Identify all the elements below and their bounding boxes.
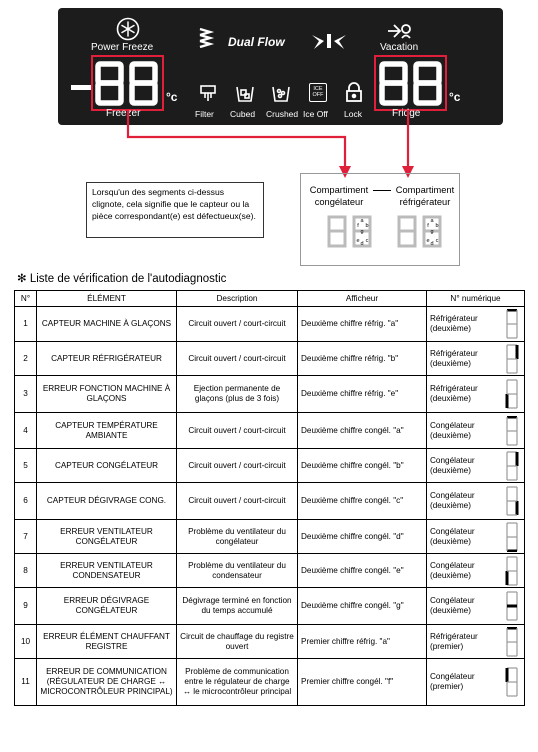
row-numeric-text: Réfrigérateur (deuxième): [430, 384, 478, 403]
row-display: Deuxième chiffre congél. "b": [298, 449, 427, 483]
row-description: Circuit ouvert / court-circuit: [177, 342, 298, 376]
row-number: 5: [15, 449, 37, 483]
row-number: 7: [15, 520, 37, 554]
row-numeric: [427, 483, 525, 520]
row-number: 3: [15, 376, 37, 413]
segment-digit-icon: [504, 667, 520, 697]
row-element: ERREUR DÉGIVRAGE CONGÉLATEUR: [37, 588, 177, 625]
segment-digit-icon: [504, 591, 520, 621]
fridge-compartment-label: [389, 184, 461, 208]
fridge-compartment-line2: réfrigérateur: [399, 197, 451, 207]
row-numeric-text: Congélateur (deuxième): [430, 526, 475, 546]
cubed-label[interactable]: Cubed: [230, 109, 256, 119]
segment-digit-icon: [504, 556, 520, 586]
seg-d-label: d: [360, 241, 364, 247]
row-display: Premier chiffre réfrig. "a": [298, 625, 427, 659]
col-header-display: Afficheur: [298, 291, 427, 307]
cubed-ice-icon: [234, 83, 256, 103]
row-numeric: [427, 659, 525, 706]
fridge-segment-diagram: [397, 214, 445, 250]
row-description: Circuit ouvert / court-circuit: [177, 413, 298, 449]
row-description: Circuit de chauffage du registre ouvert: [177, 625, 298, 659]
row-numeric-text: Congélateur (deuxième): [430, 560, 475, 580]
segment-digit-icon: [504, 486, 520, 516]
seg-e-label: e: [426, 238, 430, 244]
row-element: ERREUR VENTILATEUR CONGÉLATEUR: [37, 520, 177, 554]
row-display: Deuxième chiffre réfrig. "e": [298, 376, 427, 413]
row-element: ERREUR DE COMMUNICATION (RÉGULATEUR DE CHARGE ↔ MICROCONTRÔLEUR PRINCIPAL): [37, 659, 177, 706]
row-number: 8: [15, 554, 37, 588]
row-number: 9: [15, 588, 37, 625]
row-numeric: [427, 413, 525, 449]
row-numeric: [427, 554, 525, 588]
row-description: Problème du ventilateur du condensateur: [177, 554, 298, 588]
row-number: 10: [15, 625, 37, 659]
row-description: Circuit ouvert / court-circuit: [177, 449, 298, 483]
seg-b-label: b: [435, 223, 439, 229]
control-panel: [58, 8, 503, 125]
seg-d-label: d: [430, 241, 434, 247]
crushed-label[interactable]: Crushed: [266, 109, 299, 119]
fridge-unit: °c: [449, 90, 461, 104]
freezer-compartment-line2: congélateur: [314, 197, 364, 207]
table-row: [15, 307, 525, 342]
row-numeric: [427, 376, 525, 413]
col-header-numeric: N° numérique: [427, 291, 525, 307]
seg-g-label: g: [430, 229, 434, 235]
segment-digit-icon: [504, 344, 520, 374]
row-numeric: [427, 588, 525, 625]
crushed-ice-icon: [270, 83, 292, 103]
segment-digit-icon: [504, 522, 520, 552]
row-description: Circuit ouvert / court-circuit: [177, 307, 298, 342]
table-row: [15, 413, 525, 449]
row-description: Problème de communication entre le régulateur de charge ↔ le microcontrôleur principal: [177, 659, 298, 706]
seg-f-label: f: [357, 223, 359, 229]
fridge-highlight-box: [374, 55, 447, 111]
row-numeric: [427, 342, 525, 376]
power-freeze-label[interactable]: Power Freeze: [91, 42, 154, 53]
row-display: Deuxième chiffre congél. "g": [298, 588, 427, 625]
row-numeric: [427, 520, 525, 554]
ice-off-icon: [309, 83, 327, 102]
table-row: [15, 625, 525, 659]
row-numeric-text: Réfrigérateur (premier): [430, 631, 478, 651]
row-element: ERREUR ÉLÉMENT CHAUFFANT REGISTRE: [37, 625, 177, 659]
freezer-label: Freezer: [106, 108, 141, 119]
row-numeric-text: Congélateur (deuxième): [430, 420, 475, 440]
segment-digit-icon: [504, 379, 520, 409]
filter-icon: [198, 83, 218, 103]
row-number: 6: [15, 483, 37, 520]
freezer-unit: °c: [166, 90, 178, 104]
row-display: Premier chiffre congél. "f": [298, 659, 427, 706]
row-numeric-text: Congélateur (deuxième): [430, 491, 475, 510]
table-row: [15, 376, 525, 413]
checklist-title: ✻ Liste de vérification de l'autodiagnostic: [17, 273, 227, 285]
ice-off-label[interactable]: Ice Off: [303, 109, 328, 119]
col-header-number: N°: [15, 291, 37, 307]
freezer-dash: [71, 85, 91, 90]
compartment-legend: [300, 173, 460, 266]
seg-c-label: c: [435, 238, 439, 244]
row-numeric-text: Congélateur (deuxième): [430, 596, 475, 615]
self-diagnosis-table: [14, 290, 525, 706]
freezer-compartment-label: [303, 184, 375, 208]
row-element: CAPTEUR RÉFRIGÉRATEUR: [37, 342, 177, 376]
row-number: 4: [15, 413, 37, 449]
row-numeric-text: Réfrigérateur (deuxième): [430, 314, 478, 333]
lock-icon: [344, 82, 364, 103]
segment-digit-icon: [504, 451, 520, 481]
col-header-description: Description: [177, 291, 298, 307]
ice-off-badge-top: ICE: [313, 86, 323, 92]
row-display: Deuxième chiffre congél. "e": [298, 554, 427, 588]
row-element: CAPTEUR MACHINE À GLAÇONS: [37, 307, 177, 342]
blink-note: Lorsqu'un des segments ci-dessus clignote, cela signifie que le capteur ou la pièce correspondant(e) est défectueux(se).: [86, 182, 264, 238]
segment-digit-icon: [504, 627, 520, 657]
row-description: Problème du ventilateur du congélateur: [177, 520, 298, 554]
segment-digit-icon: [504, 309, 520, 339]
row-numeric: [427, 449, 525, 483]
table-row: [15, 449, 525, 483]
table-row: [15, 588, 525, 625]
fridge-label: Fridge: [392, 108, 421, 119]
row-numeric-text: Congélateur (deuxième): [430, 455, 475, 475]
vacation-label[interactable]: Vacation: [380, 42, 419, 53]
row-display: Deuxième chiffre réfrig. "a": [298, 307, 427, 342]
col-header-element: ÉLÉMENT: [37, 291, 177, 307]
seg-f-label: f: [427, 223, 429, 229]
row-description: Ejection permanente de glaçons (plus de 3 fois): [177, 376, 298, 413]
row-numeric: [427, 625, 525, 659]
row-element: CAPTEUR DÉGIVRAGE CONG.: [37, 483, 177, 520]
freezer-compartment-line1: Compartiment: [309, 185, 369, 195]
seg-b-label: b: [365, 223, 369, 229]
seg-a-label: a: [430, 218, 434, 224]
table-row: [15, 554, 525, 588]
row-element: ERREUR FONCTION MACHINE À GLAÇONS: [37, 376, 177, 413]
row-number: 2: [15, 342, 37, 376]
row-display: Deuxième chiffre réfrig. "b": [298, 342, 427, 376]
row-number: 1: [15, 307, 37, 342]
seg-a-label: a: [360, 218, 364, 224]
table-header-row: [15, 291, 525, 307]
freezer-highlight-box: [91, 55, 164, 111]
lock-label[interactable]: Lock: [344, 109, 362, 119]
snowflake-icon: [116, 17, 140, 41]
row-element: CAPTEUR CONGÉLATEUR: [37, 449, 177, 483]
row-element: ERREUR VENTILATEUR CONDENSATEUR: [37, 554, 177, 588]
row-number: 11: [15, 659, 37, 706]
row-numeric-text: Réfrigérateur (deuxième): [430, 348, 478, 368]
row-description: Dégivrage terminé en fonction du temps accumulé: [177, 588, 298, 625]
seg-c-label: c: [365, 238, 369, 244]
ice-off-badge-bottom: OFF: [312, 92, 324, 98]
vacation-icon: [386, 20, 414, 42]
row-numeric: [427, 307, 525, 342]
table-row: [15, 520, 525, 554]
filter-label[interactable]: Filter: [195, 109, 214, 119]
table-row: [15, 483, 525, 520]
table-row: [15, 342, 525, 376]
segment-digit-icon: [504, 416, 520, 446]
row-element: CAPTEUR TEMPÉRATURE AMBIANTE: [37, 413, 177, 449]
seg-e-label: e: [356, 238, 360, 244]
freezer-segment-diagram: [327, 214, 375, 250]
row-numeric-text: Congélateur (premier): [430, 672, 475, 691]
dual-flow-label[interactable]: Dual Flow: [228, 35, 285, 49]
dual-flow-left-icon: [197, 26, 215, 48]
row-display: Deuxième chiffre congél. "a": [298, 413, 427, 449]
seg-g-label: g: [360, 229, 364, 235]
row-display: Deuxième chiffre congél. "d": [298, 520, 427, 554]
row-display: Deuxième chiffre congél. "c": [298, 483, 427, 520]
row-description: Circuit ouvert / court-circuit: [177, 483, 298, 520]
table-row: [15, 659, 525, 706]
fridge-compartment-line1: Compartiment: [395, 185, 455, 195]
dual-flow-right-icon: [310, 31, 348, 51]
